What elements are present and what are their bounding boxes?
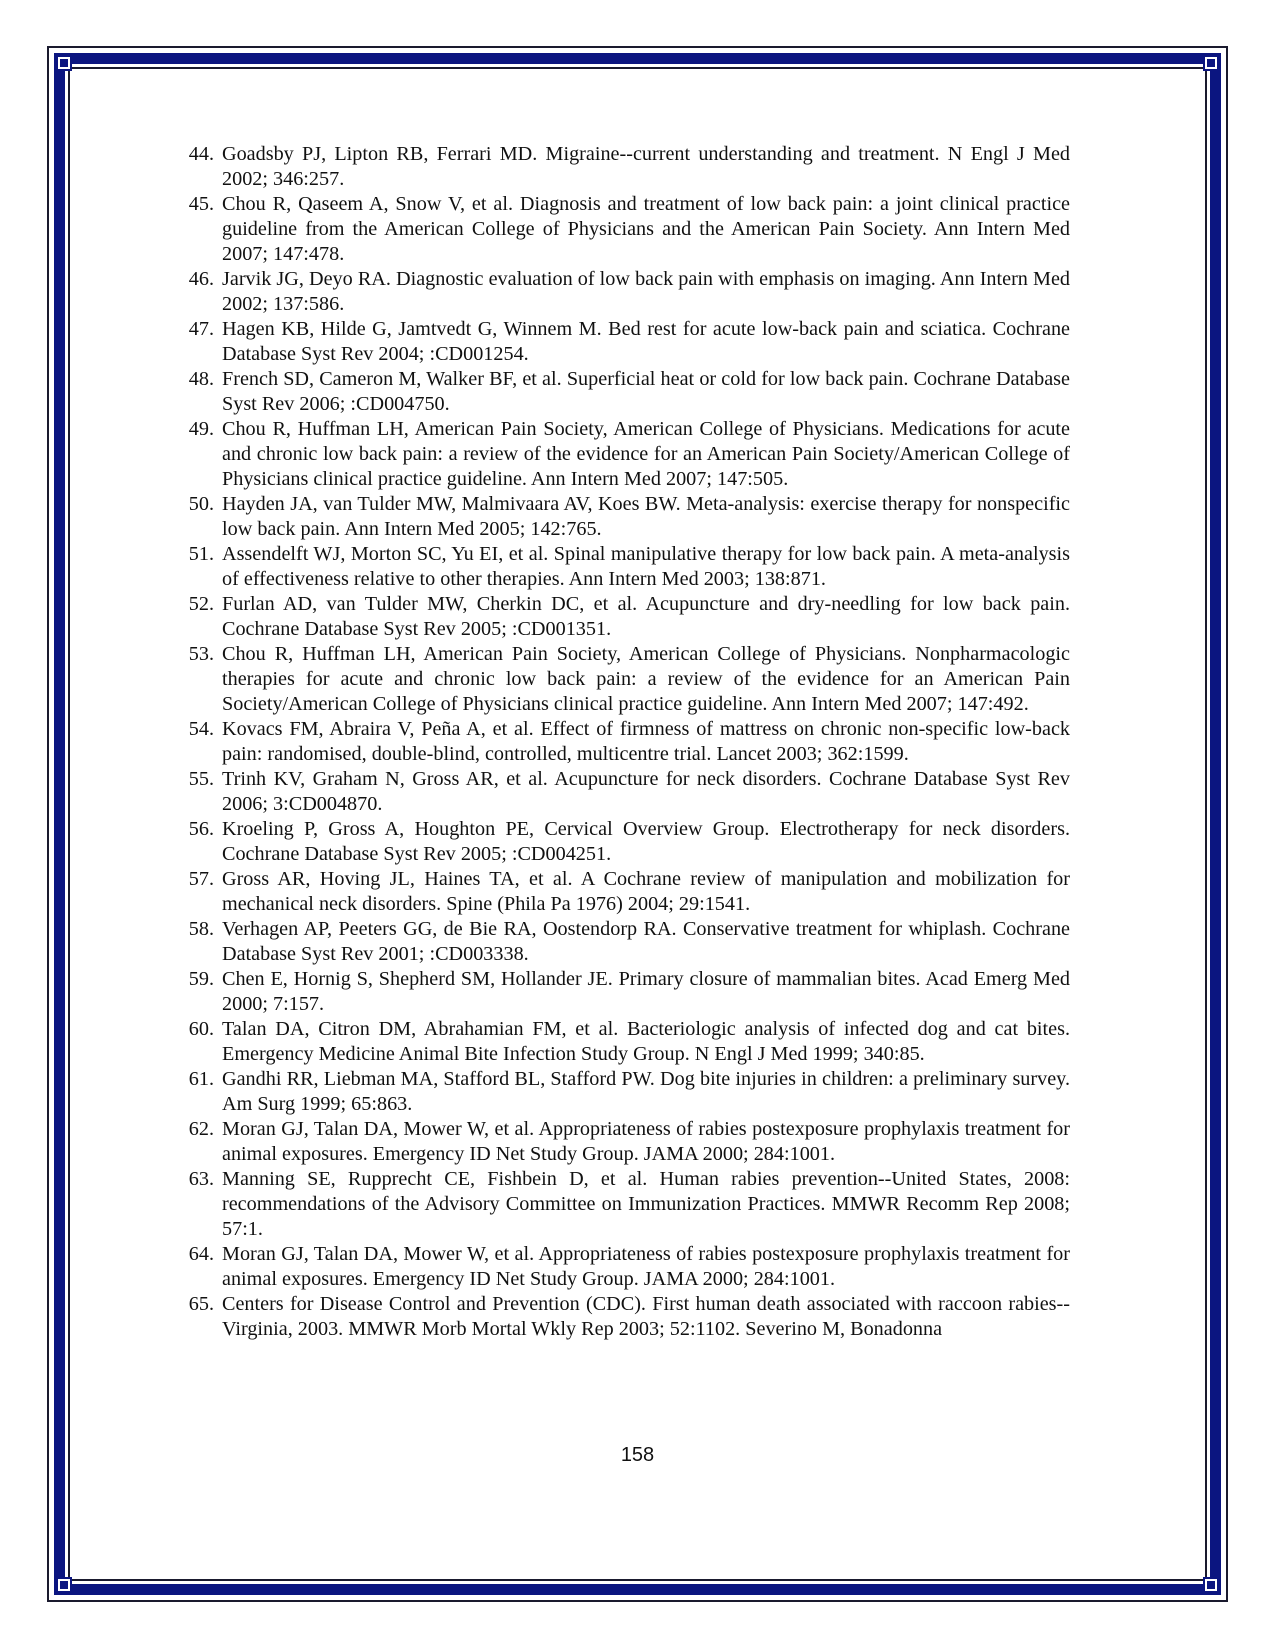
reference-number: 65. <box>188 1293 214 1315</box>
page-number: 158 <box>620 1444 655 1466</box>
reference-item <box>174 1242 1070 1292</box>
reference-number: 60. <box>188 1018 214 1040</box>
reference-text: Verhagen AP, Peeters GG, de Bie RA, Oostendorp RA. Conservative treatment for whiplash. Cochrane Database Syst Rev 2001; :CD003338. <box>222 918 1070 965</box>
reference-number: 52. <box>188 593 214 615</box>
reference-item <box>174 492 1070 542</box>
reference-number: 51. <box>188 543 214 565</box>
reference-item <box>174 367 1070 417</box>
reference-text: Kroeling P, Gross A, Houghton PE, Cervical Overview Group. Electrotherapy for neck disorders. Cochrane Database Syst Rev 2005; :CD004251. <box>222 818 1070 865</box>
reference-text: French SD, Cameron M, Walker BF, et al. Superficial heat or cold for low back pain. Cochrane Database Syst Rev 2006; :CD004750. <box>222 368 1070 415</box>
reference-item <box>174 917 1070 967</box>
reference-number: 45. <box>188 193 214 215</box>
reference-number: 47. <box>188 318 214 340</box>
reference-text: Centers for Disease Control and Prevention (CDC). First human death associated with raccoon rabies--Virginia, 2003. MMWR Morb Mortal Wkly Rep 2003; 52:1102. Severino M, Bonadonna <box>222 1293 1070 1340</box>
reference-item <box>174 717 1070 767</box>
reference-number: 46. <box>188 268 214 290</box>
reference-item <box>174 542 1070 592</box>
reference-text: Trinh KV, Graham N, Gross AR, et al. Acupuncture for neck disorders. Cochrane Database Syst Rev 2006; 3:CD004870. <box>222 768 1070 815</box>
reference-item <box>174 1117 1070 1167</box>
reference-text: Gross AR, Hoving JL, Haines TA, et al. A Cochrane review of manipulation and mobilization for mechanical neck disorders. Spine (Phila Pa 1976) 2004; 29:1541. <box>222 868 1070 915</box>
reference-item <box>174 1292 1070 1342</box>
reference-item <box>174 1017 1070 1067</box>
reference-number: 44. <box>188 143 214 165</box>
reference-text: Chou R, Qaseem A, Snow V, et al. Diagnosis and treatment of low back pain: a joint clinical practice guideline from the American College of Physicians and the American Pain Society. Ann Intern Med 2007; 147:478. <box>222 193 1070 265</box>
reference-text: Gandhi RR, Liebman MA, Stafford BL, Stafford PW. Dog bite injuries in children: a preliminary survey. Am Surg 1999; 65:863. <box>222 1068 1070 1115</box>
reference-item <box>174 1167 1070 1242</box>
reference-item <box>174 317 1070 367</box>
reference-number: 49. <box>188 418 214 440</box>
reference-text: Chen E, Hornig S, Shepherd SM, Hollander JE. Primary closure of mammalian bites. Acad Emerg Med 2000; 7:157. <box>222 968 1070 1015</box>
reference-text: Hayden JA, van Tulder MW, Malmivaara AV, Koes BW. Meta-analysis: exercise therapy for nonspecific low back pain. Ann Intern Med 2005; 142:765. <box>222 493 1070 540</box>
reference-text: Chou R, Huffman LH, American Pain Society, American College of Physicians. Nonpharmacologic therapies for acute and chronic low back pain: a review of the evidence for an American Pain Society/American College of Physicians clinical practice guideline. Ann Intern Med 2007; 147:492. <box>222 643 1070 715</box>
reference-text: Hagen KB, Hilde G, Jamtvedt G, Winnem M. Bed rest for acute low-back pain and sciatica. Cochrane Database Syst Rev 2004; :CD001254. <box>222 318 1070 365</box>
reference-text: Jarvik JG, Deyo RA. Diagnostic evaluation of low back pain with emphasis on imaging. Ann Intern Med 2002; 137:586. <box>222 268 1070 315</box>
reference-text: Assendelft WJ, Morton SC, Yu EI, et al. Spinal manipulative therapy for low back pain. A meta-analysis of effectiveness relative to other therapies. Ann Intern Med 2003; 138:871. <box>222 543 1070 590</box>
reference-text: Talan DA, Citron DM, Abrahamian FM, et al. Bacteriologic analysis of infected dog and cat bites. Emergency Medicine Animal Bite Infection Study Group. N Engl J Med 1999; 340:85. <box>222 1018 1070 1065</box>
reference-item <box>174 142 1070 192</box>
reference-item <box>174 192 1070 267</box>
reference-number: 61. <box>188 1068 214 1090</box>
reference-text: Moran GJ, Talan DA, Mower W, et al. Appropriateness of rabies postexposure prophylaxis treatment for animal exposures. Emergency ID Net Study Group. JAMA 2000; 284:1001. <box>222 1118 1070 1165</box>
reference-number: 59. <box>188 968 214 990</box>
reference-text: Kovacs FM, Abraira V, Peña A, et al. Effect of firmness of mattress on chronic non-specific low-back pain: randomised, double-blind, controlled, multicentre trial. Lancet 2003; 362:1599. <box>222 718 1070 765</box>
reference-text: Moran GJ, Talan DA, Mower W, et al. Appropriateness of rabies postexposure prophylaxis treatment for animal exposures. Emergency ID Net Study Group. JAMA 2000; 284:1001. <box>222 1243 1070 1290</box>
reference-number: 54. <box>188 718 214 740</box>
reference-text: Furlan AD, van Tulder MW, Cherkin DC, et al. Acupuncture and dry-needling for low back pain. Cochrane Database Syst Rev 2005; :CD001351. <box>222 593 1070 640</box>
reference-number: 58. <box>188 918 214 940</box>
reference-item <box>174 642 1070 717</box>
corner-ornament-bottom-right <box>1198 1572 1224 1598</box>
reference-number: 56. <box>188 818 214 840</box>
reference-item <box>174 1067 1070 1117</box>
reference-number: 53. <box>188 643 214 665</box>
reference-number: 57. <box>188 868 214 890</box>
reference-item <box>174 867 1070 917</box>
corner-ornament-top-left <box>51 50 77 76</box>
reference-item <box>174 592 1070 642</box>
reference-item <box>174 767 1070 817</box>
reference-number: 64. <box>188 1243 214 1265</box>
reference-list <box>174 142 1070 1342</box>
reference-number: 48. <box>188 368 214 390</box>
reference-item <box>174 417 1070 492</box>
reference-item <box>174 267 1070 317</box>
reference-item <box>174 967 1070 1017</box>
reference-number: 50. <box>188 493 214 515</box>
corner-ornament-bottom-left <box>51 1572 77 1598</box>
reference-number: 55. <box>188 768 214 790</box>
reference-item <box>174 817 1070 867</box>
reference-number: 63. <box>188 1168 214 1190</box>
reference-text: Goadsby PJ, Lipton RB, Ferrari MD. Migraine--current understanding and treatment. N Engl J Med 2002; 346:257. <box>222 143 1070 190</box>
reference-text: Chou R, Huffman LH, American Pain Society, American College of Physicians. Medications for acute and chronic low back pain: a review of the evidence for an American Pain Society/American College of Physicians clinical practice guideline. Ann Intern Med 2007; 147:505. <box>222 418 1070 490</box>
reference-text: Manning SE, Rupprecht CE, Fishbein D, et al. Human rabies prevention--United States, 2008: recommendations of the Advisory Committee on Immunization Practices. MMWR Recomm Rep 2008; 57:1. <box>222 1168 1070 1240</box>
reference-number: 62. <box>188 1118 214 1140</box>
corner-ornament-top-right <box>1198 50 1224 76</box>
